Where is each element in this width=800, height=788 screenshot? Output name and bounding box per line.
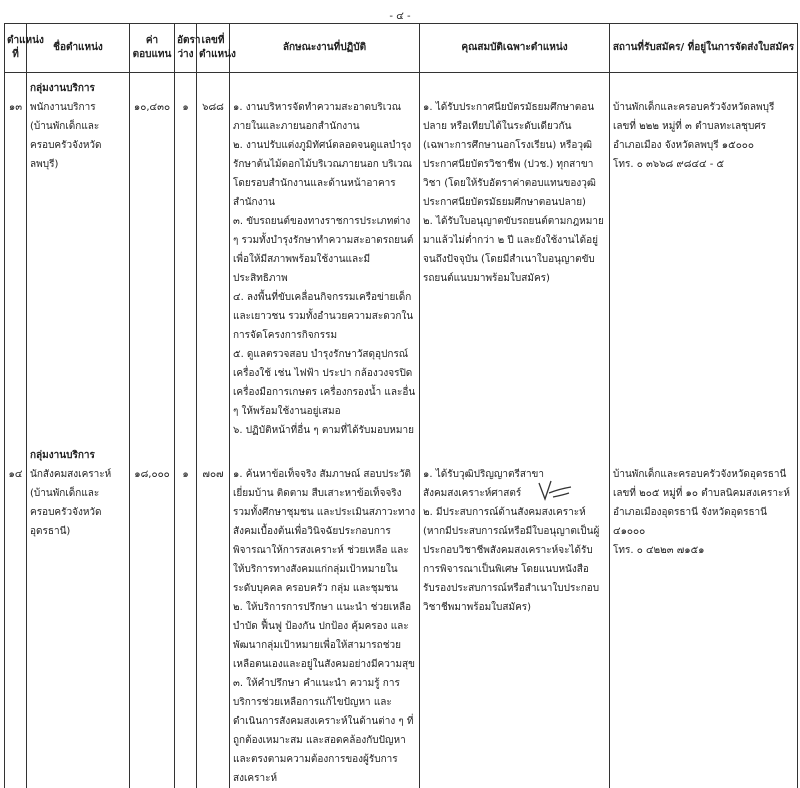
signature-mark xyxy=(535,475,575,505)
qualification-item: ๑. ได้รับวุฒิปริญญาตรีสาขาสังคมสงเคราะห์ศาสตร์ xyxy=(423,469,545,499)
position-no: ๖๘๘ xyxy=(202,102,224,113)
page-number: - ๔ - xyxy=(389,11,411,22)
address-line: บ้านพักเด็กและครอบครัวจังหวัดอุดรธานี xyxy=(613,469,787,480)
duty-item: ๓. ให้คำปรึกษา คำแนะนำ ความรู้ การบริการช่วยเหลือการแก้ไขปัญหา และดำเนินการสังคมสงเคราะห์ในด้านต่าง ๆ ที่ถูกต้องเหมาะสม และสอดคล้องกับปัญหาและตรงตามความต้องการของผู้รับการสงเคราะห์ xyxy=(233,678,414,784)
row-no: ๑๓ xyxy=(8,102,23,113)
header-qualifications: คุณสมบัติเฉพาะตำแหน่ง xyxy=(420,24,610,73)
group-label: กลุ่มงานบริการ xyxy=(30,450,95,461)
qualification-item: ๑. ได้รับประกาศนียบัตรมัธยมศึกษาตอนปลาย หรือเทียบได้ในระดับเดียวกัน (เฉพาะการศึกษานอกโรงเรียน) หรือวุฒิประกาศนียบัตรวิชาชีพ (ปวช.) ทุกสาขาวิชา (โดยให้รับอัตราค่าตอบแทนของวุฒิประกาศนียบัตรมัธยมศึกษาตอนปลาย) xyxy=(423,102,596,208)
header-no: ตำแหน่งที่ xyxy=(5,24,27,73)
header-duties: ลักษณะงานที่ปฏิบัติ xyxy=(230,24,420,73)
header-position-no: เลขที่ตำแหน่ง xyxy=(197,24,230,73)
position-unit: (บ้านพักเด็กและครอบครัวจังหวัดอุดรธานี) xyxy=(30,488,102,537)
duty-item: ๕. ดูแลตรวจสอบ บำรุงรักษาวัสดุอุปกรณ์เครื่องใช้ เช่น ไฟฟ้า ประปา กล้องวงจรปิด เครื่องมือการเกษตร เครื่องกรองน้ำ และอื่น ๆ ให้พร้อมใช้งานอยู่เสมอ xyxy=(233,349,416,417)
duty-item: ๒. งานปรับแต่งภูมิทัศน์ตลอดจนดูแลบำรุงรักษาต้นไม้ดอกไม้บริเวณภายนอก บริเวณโดยรอบสำนักงานและด้านหน้าอาคารสำนักงาน xyxy=(233,140,412,208)
header-title: ชื่อตำแหน่ง xyxy=(27,24,130,73)
address-line: อำเภอเมืองอุดรธานี จังหวัดอุดรธานี ๔๑๐๐๐ xyxy=(613,507,768,537)
duty-item: ๔. ลงพื้นที่ขับเคลื่อนกิจกรรมเครือข่ายเด็กและเยาวชน รวมทั้งอำนวยความสะดวกในการจัดโครงการกิจกรรม xyxy=(233,292,414,341)
group-label: กลุ่มงานบริการ xyxy=(30,83,95,94)
table-row xyxy=(5,73,798,441)
table-row xyxy=(5,440,798,788)
qualification-item: ๒. มีประสบการณ์ด้านสังคมสงเคราะห์ (หากมีประสบการณ์หรือมีใบอนุญาตเป็นผู้ประกอบวิชาชีพสังคมสงเคราะห์จะได้รับการพิจารณาเป็นพิเศษ โดยแนบหนังสือรับรองประสบการณ์หรือสำเนาใบประกอบวิชาชีพมาพร้อมใบสมัคร) xyxy=(423,507,600,613)
header-row xyxy=(5,24,798,73)
address-line: บ้านพักเด็กและครอบครัวจังหวัดลพบุรี xyxy=(613,102,775,113)
position-unit: (บ้านพักเด็กและครอบครัวจังหวัดลพบุรี) xyxy=(30,121,102,170)
pay: ๑๐,๔๓๐ xyxy=(133,102,171,113)
duty-item: ๖. ปฏิบัติหน้าที่อื่น ๆ ตามที่ได้รับมอบหมาย xyxy=(233,425,414,436)
address-line: โทร. ๐ ๔๒๒๓ ๗๑๕๑ xyxy=(613,545,705,556)
position-title: พนักงานบริการ xyxy=(30,102,96,113)
job-table xyxy=(4,23,798,788)
pay: ๑๘,๐๐๐ xyxy=(134,469,170,480)
position-no: ๗๐๗ xyxy=(202,469,224,480)
address-line: โทร. ๐ ๓๖๖๘ ๙๘๔๔ - ๕ xyxy=(613,159,725,170)
header-vacancy: อัตราว่าง xyxy=(175,24,197,73)
duty-item: ๓. ขับรถยนต์ของทางราชการประเภทต่าง ๆ รวมทั้งบำรุงรักษาทำความสะอาดรถยนต์เพื่อให้มีสภาพพร้อมใช้งานและมีประสิทธิภาพ xyxy=(233,216,414,284)
address-line: อำเภอเมือง จังหวัดลพบุรี ๑๕๐๐๐ xyxy=(613,140,755,151)
address-line: เลขที่ ๒๐๕ หมู่ที่ ๑๐ ตำบลนิคมสงเคราะห์ xyxy=(613,488,790,499)
vacancy: ๑ xyxy=(182,102,189,113)
qualification-item: ๒. ได้รับใบอนุญาตขับรถยนต์ตามกฎหมายมาแล้วไม่ต่ำกว่า ๒ ปี และยังใช้งานได้อยู่จนถึงปัจจุบัน (โดยมีสำเนาใบอนุญาตขับรถยนต์แนบมาพร้อมใบสมัคร) xyxy=(423,216,604,284)
header-address: สถานที่รับสมัคร/ ที่อยู่ในการจัดส่งใบสมัคร xyxy=(610,24,798,73)
row-no: ๑๔ xyxy=(8,469,23,480)
position-title: นักสังคมสงเคราะห์ xyxy=(30,469,112,480)
duty-item: ๑. งานบริหารจัดทำความสะอาดบริเวณภายในและภายนอกสำนักงาน xyxy=(233,102,402,132)
header-pay: ค่าตอบแทน xyxy=(130,24,175,73)
vacancy: ๑ xyxy=(182,469,189,480)
address-line: เลขที่ ๒๒๒ หมู่ที่ ๓ ตำบลทะเลชุบศร xyxy=(613,121,767,132)
duty-item: ๒. ให้บริการการปรึกษา แนะนำ ช่วยเหลือ บำบัด ฟื้นฟู ป้องกัน ปกป้อง คุ้มครอง และพัฒนากลุ่มเป้าหมายเพื่อให้สามารถช่วยเหลือตนเองและอยู่ในสังคมอย่างมีความสุข xyxy=(233,602,415,670)
duty-item: ๑. ค้นหาข้อเท็จจริง สัมภาษณ์ สอบประวัติ เยี่ยมบ้าน ติดตาม สืบเสาะหาข้อเท็จจริง รวมทั้งศึกษาชุมชน และประเมินสภาวะทางสังคมเบื้องต้นเพื่อวินิจฉัยประกอบการพิจารณาให้การสงเคราะห์ ช่วยเหลือ และให้บริการทางสังคมแก่กลุ่มเป้าหมายในระดับบุคคล ครอบครัว กลุ่ม และชุมชน xyxy=(233,469,416,594)
